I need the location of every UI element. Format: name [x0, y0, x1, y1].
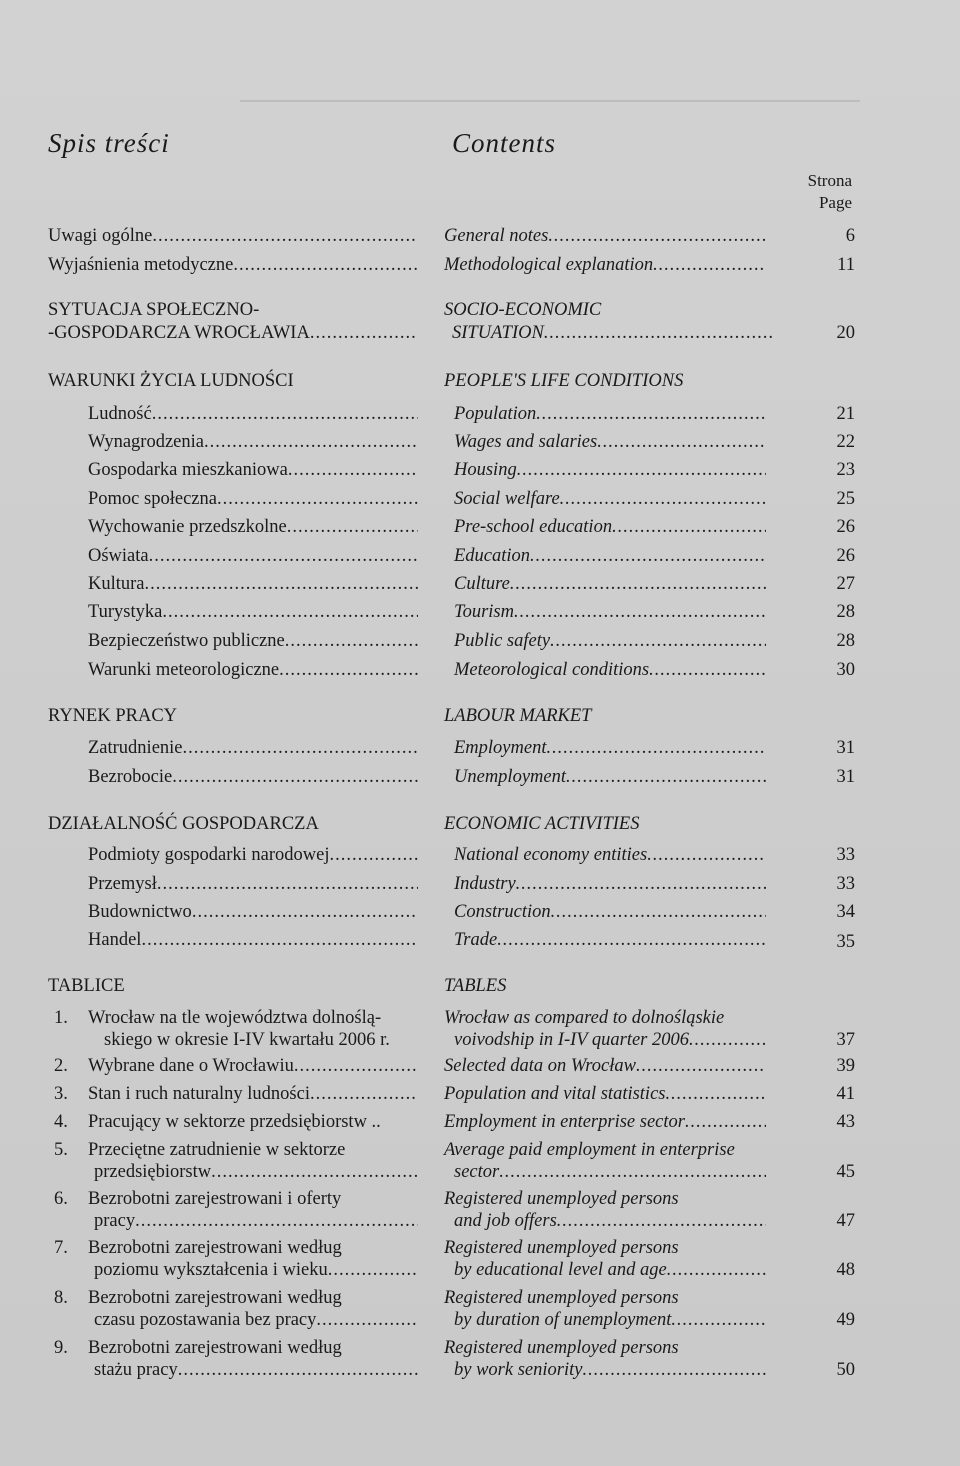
table-number: 8.	[54, 1288, 68, 1308]
toc-entry-pl: Podmioty gospodarki narodowej	[88, 845, 330, 865]
leader-dots	[288, 460, 418, 481]
leader-dots	[551, 902, 766, 923]
toc-entry-pl: pracy	[94, 1211, 136, 1231]
leader-dots	[285, 631, 418, 652]
toc-page-number: 43	[836, 1112, 855, 1132]
heading-english: Contents	[452, 128, 557, 158]
leader-dots	[671, 1310, 766, 1331]
toc-entry-pl: Uwagi ogólne	[48, 226, 153, 246]
leader-dots	[560, 489, 766, 510]
toc-entry-pl: Wychowanie przedszkolne	[88, 517, 287, 537]
toc-page-number: 27	[836, 574, 855, 594]
heading-polish: Spis treści	[48, 128, 170, 158]
leader-dots	[597, 432, 766, 453]
toc-entry-en: Pre-school education	[454, 517, 613, 537]
leader-dots	[685, 1112, 766, 1133]
toc-entry-pl: Przemysł	[88, 874, 157, 894]
toc-page-number: 22	[836, 432, 855, 452]
leader-dots	[546, 738, 766, 759]
toc-entry-pl: skiego w okresie I-IV kwartału 2006 r.	[104, 1030, 390, 1050]
toc-entry-en: Education	[454, 546, 531, 566]
toc-entry-en: Trade	[454, 930, 498, 950]
toc-page-number: 41	[836, 1084, 855, 1104]
leader-dots	[530, 546, 766, 567]
toc-page-number: 48	[836, 1260, 855, 1280]
toc-entry-pl: czasu pozostawania bez pracy	[94, 1310, 317, 1330]
toc-row	[0, 574, 960, 602]
toc-row	[0, 489, 960, 517]
leader-dots	[204, 432, 418, 453]
table-number: 4.	[54, 1112, 68, 1132]
toc-entry-en: National economy entities	[454, 845, 648, 865]
toc-row	[0, 255, 960, 283]
toc-entry-pl: Ludność	[88, 404, 152, 424]
toc-entry-pl: poziomu wykształcenia i wieku	[94, 1260, 328, 1280]
leader-dots	[499, 1162, 766, 1183]
section-title-pl: WARUNKI ŻYCIA LUDNOŚCI	[48, 371, 294, 391]
leader-dots	[689, 1030, 766, 1051]
toc-entry-pl: Pracujący w sektorze przedsiębiorstw ..	[88, 1112, 381, 1132]
toc-page-number: 49	[836, 1310, 855, 1330]
toc-row	[0, 631, 960, 659]
toc-row	[0, 930, 960, 958]
leader-dots	[145, 574, 418, 595]
toc-entry-pl: Budownictwo	[88, 902, 192, 922]
toc-entry-en: Public safety	[454, 631, 551, 651]
toc-entry-pl: Warunki meteorologiczne	[88, 660, 280, 680]
toc-entry-en: by duration of unemployment	[454, 1310, 672, 1330]
toc-page-number: 31	[836, 738, 855, 758]
toc-entry-en: General notes	[444, 226, 549, 246]
leader-dots	[666, 1084, 767, 1105]
toc-entry-en: by educational level and age	[454, 1260, 667, 1280]
toc-entry-pl: Pomoc społeczna	[88, 489, 217, 509]
leader-dots	[536, 404, 766, 425]
table-number: 1.	[54, 1008, 68, 1028]
toc-row	[0, 845, 960, 873]
toc-row	[0, 432, 960, 460]
leader-dots	[279, 660, 418, 681]
toc-section-row	[0, 814, 960, 842]
toc-row	[0, 1211, 960, 1239]
toc-entry-pl: Stan i ruch naturalny ludności	[88, 1084, 310, 1104]
toc-row	[0, 1162, 960, 1190]
leader-dots	[636, 1056, 766, 1077]
toc-entry-pl: Bezrobotni zarejestrowani według	[88, 1238, 342, 1258]
toc-entry-en: Culture	[454, 574, 510, 594]
toc-row	[0, 902, 960, 930]
toc-page-number: 33	[836, 845, 855, 865]
toc-entry-pl: Gospodarka mieszkaniowa	[88, 460, 288, 480]
toc-entry-pl: Handel	[88, 930, 142, 950]
leader-dots	[178, 1360, 418, 1381]
leader-dots	[612, 517, 766, 538]
toc-entry-pl: przedsiębiorstw	[94, 1162, 212, 1182]
toc-page-number: 21	[836, 404, 855, 424]
toc-entry-pl: Wybrane dane o Wrocławiu	[88, 1056, 294, 1076]
toc-row	[0, 602, 960, 630]
toc-page-number: 37	[836, 1030, 855, 1050]
toc-page-number: 35	[836, 932, 855, 952]
toc-entry-en: Registered unemployed persons	[444, 1288, 679, 1308]
toc-entry-en: Population and vital statistics	[444, 1084, 666, 1104]
toc-page-number: 11	[837, 255, 855, 275]
toc-row	[0, 546, 960, 574]
leader-dots	[330, 845, 418, 866]
toc-entry-pl: Zatrudnienie	[88, 738, 183, 758]
section-title-pl: RYNEK PRACY	[48, 706, 178, 726]
toc-row	[0, 1084, 960, 1112]
leader-dots	[544, 323, 774, 344]
leader-dots	[516, 874, 766, 895]
toc-entry-pl: Przeciętne zatrudnienie w sektorze	[88, 1140, 346, 1160]
toc-row	[0, 1030, 960, 1058]
toc-entry-en: Social welfare	[454, 489, 560, 509]
toc-section-row	[0, 976, 960, 1004]
toc-entry-pl: Bezrobocie	[88, 767, 173, 787]
leader-dots	[152, 404, 418, 425]
toc-row	[0, 226, 960, 254]
toc-page-number: 28	[836, 602, 855, 622]
toc-entry-pl: Wynagrodzenia	[88, 432, 204, 452]
toc-entry-en: Selected data on Wrocław	[444, 1056, 636, 1076]
page-column-label-pl: Strona	[807, 171, 852, 190]
leader-dots	[310, 323, 418, 344]
section-title-en: LABOUR MARKET	[444, 706, 592, 726]
section-title-en: TABLES	[444, 976, 507, 996]
toc-section-row	[0, 371, 960, 399]
leader-dots	[141, 930, 418, 951]
toc-page-number: 28	[836, 631, 855, 651]
table-number: 7.	[54, 1238, 68, 1258]
toc-row	[0, 460, 960, 488]
table-number: 5.	[54, 1140, 68, 1160]
leader-dots	[582, 1360, 766, 1381]
toc-row	[0, 1310, 960, 1338]
toc-entry-en: Wrocław as compared to dolnośląskie	[444, 1008, 725, 1028]
page-column-label-en: Page	[818, 193, 852, 212]
toc-entry-en: Registered unemployed persons	[444, 1238, 679, 1258]
toc-entry-en: Registered unemployed persons	[444, 1338, 679, 1358]
toc-row	[0, 1360, 960, 1388]
leader-dots	[294, 1056, 418, 1077]
toc-entry-en: by work seniority	[454, 1360, 583, 1380]
toc-row	[0, 660, 960, 688]
toc-row	[0, 874, 960, 902]
leader-dots	[183, 738, 418, 759]
toc-page-number: 47	[836, 1211, 855, 1231]
header-rule	[240, 100, 860, 102]
toc-entry-pl: Bezpieczeństwo publiczne	[88, 631, 285, 651]
leader-dots	[149, 546, 418, 567]
toc-page-number: 26	[836, 546, 855, 566]
leader-dots	[172, 767, 418, 788]
leader-dots	[135, 1211, 418, 1232]
leader-dots	[162, 602, 418, 623]
leader-dots	[192, 902, 418, 923]
toc-entry-pl: Bezrobotni zarejestrowani według	[88, 1288, 342, 1308]
section-title-pl: SYTUACJA SPOŁECZNO-	[48, 300, 260, 320]
leader-dots	[152, 226, 418, 247]
toc-entry-pl: Wyjaśnienia metodyczne	[48, 255, 234, 275]
toc-entry-en: Wages and salaries	[454, 432, 598, 452]
section-title-en: SOCIO-ECONOMIC	[444, 300, 602, 320]
toc-entry-en: Housing	[454, 460, 517, 480]
toc-section-row	[0, 706, 960, 734]
table-number: 6.	[54, 1189, 68, 1209]
toc-entry-en: Unemployment	[454, 767, 566, 787]
toc-page-number: 50	[836, 1360, 855, 1380]
toc-row	[0, 767, 960, 795]
section-title-pl: DZIAŁALNOŚĆ GOSPODARCZA	[48, 814, 319, 834]
toc-page-number: 31	[836, 767, 855, 787]
toc-page-number: 25	[836, 489, 855, 509]
toc-entry-pl: Turystyka	[88, 602, 163, 622]
toc-entry-pl: stażu pracy	[94, 1360, 178, 1380]
leader-dots	[316, 1310, 418, 1331]
toc-row	[0, 517, 960, 545]
toc-entry-en: sector	[454, 1162, 500, 1182]
toc-entry-en: voivodship in I-IV quarter 2006	[454, 1030, 689, 1050]
toc-entry-en: Registered unemployed persons	[444, 1189, 679, 1209]
leader-dots	[548, 226, 766, 247]
toc-page-number: 45	[836, 1162, 855, 1182]
toc-entry-en: Population	[454, 404, 537, 424]
toc-row	[0, 323, 960, 351]
toc-entry-pl: Bezrobotni zarejestrowani według	[88, 1338, 342, 1358]
section-title-en: ECONOMIC ACTIVITIES	[444, 814, 640, 834]
toc-row	[0, 404, 960, 432]
leader-dots	[510, 574, 766, 595]
toc-row	[0, 1056, 960, 1084]
toc-entry-en: SITUATION	[452, 323, 544, 343]
toc-entry-en: Tourism	[454, 602, 514, 622]
toc-row	[0, 1112, 960, 1140]
table-number: 9.	[54, 1338, 68, 1358]
toc-page-number: 39	[836, 1056, 855, 1076]
section-title-pl: TABLICE	[48, 976, 125, 996]
leader-dots	[517, 460, 766, 481]
leader-dots	[653, 255, 766, 276]
section-title-en: PEOPLE'S LIFE CONDITIONS	[444, 371, 684, 391]
toc-entry-en: and job offers	[454, 1211, 557, 1231]
toc-entry-pl: Oświata	[88, 546, 149, 566]
toc-entry-pl: Wrocław na tle województwa dolnoślą-	[88, 1008, 382, 1028]
toc-entry-en: Meteorological conditions	[454, 660, 650, 680]
leader-dots	[514, 602, 766, 623]
toc-entry-en: Employment in enterprise sector	[444, 1112, 685, 1132]
toc-entry-pl: Kultura	[88, 574, 145, 594]
page-column-header	[808, 170, 852, 214]
toc-entry-en: Methodological explanation	[444, 255, 654, 275]
leader-dots	[328, 1260, 418, 1281]
leader-dots	[566, 767, 766, 788]
leader-dots	[647, 845, 766, 866]
leader-dots	[217, 489, 418, 510]
toc-page-number: 6	[845, 226, 855, 246]
toc-page-number: 26	[836, 517, 855, 537]
leader-dots	[550, 631, 766, 652]
leader-dots	[310, 1084, 418, 1105]
toc-row	[0, 1260, 960, 1288]
table-number: 3.	[54, 1084, 68, 1104]
toc-page-number: 34	[836, 902, 855, 922]
leader-dots	[649, 660, 766, 681]
toc-entry-en: Industry	[454, 874, 516, 894]
toc-row	[0, 738, 960, 766]
leader-dots	[157, 874, 418, 895]
toc-entry-en: Employment	[454, 738, 547, 758]
leader-dots	[497, 930, 766, 951]
table-number: 2.	[54, 1056, 68, 1076]
toc-entry-pl: -GOSPODARCZA WROCŁAWIA	[48, 323, 310, 343]
toc-entry-en: Construction	[454, 902, 551, 922]
leader-dots	[557, 1211, 766, 1232]
leader-dots	[287, 517, 418, 538]
leader-dots	[211, 1162, 418, 1183]
leader-dots	[233, 255, 418, 276]
toc-entry-en: Average paid employment in enterprise	[444, 1140, 735, 1160]
toc-entry-pl: Bezrobotni zarejestrowani i oferty	[88, 1189, 342, 1209]
toc-page-number: 20	[836, 323, 855, 343]
toc-page-number: 23	[836, 460, 855, 480]
leader-dots	[667, 1260, 766, 1281]
toc-page-number: 33	[836, 874, 855, 894]
toc-page-number: 30	[836, 660, 855, 680]
